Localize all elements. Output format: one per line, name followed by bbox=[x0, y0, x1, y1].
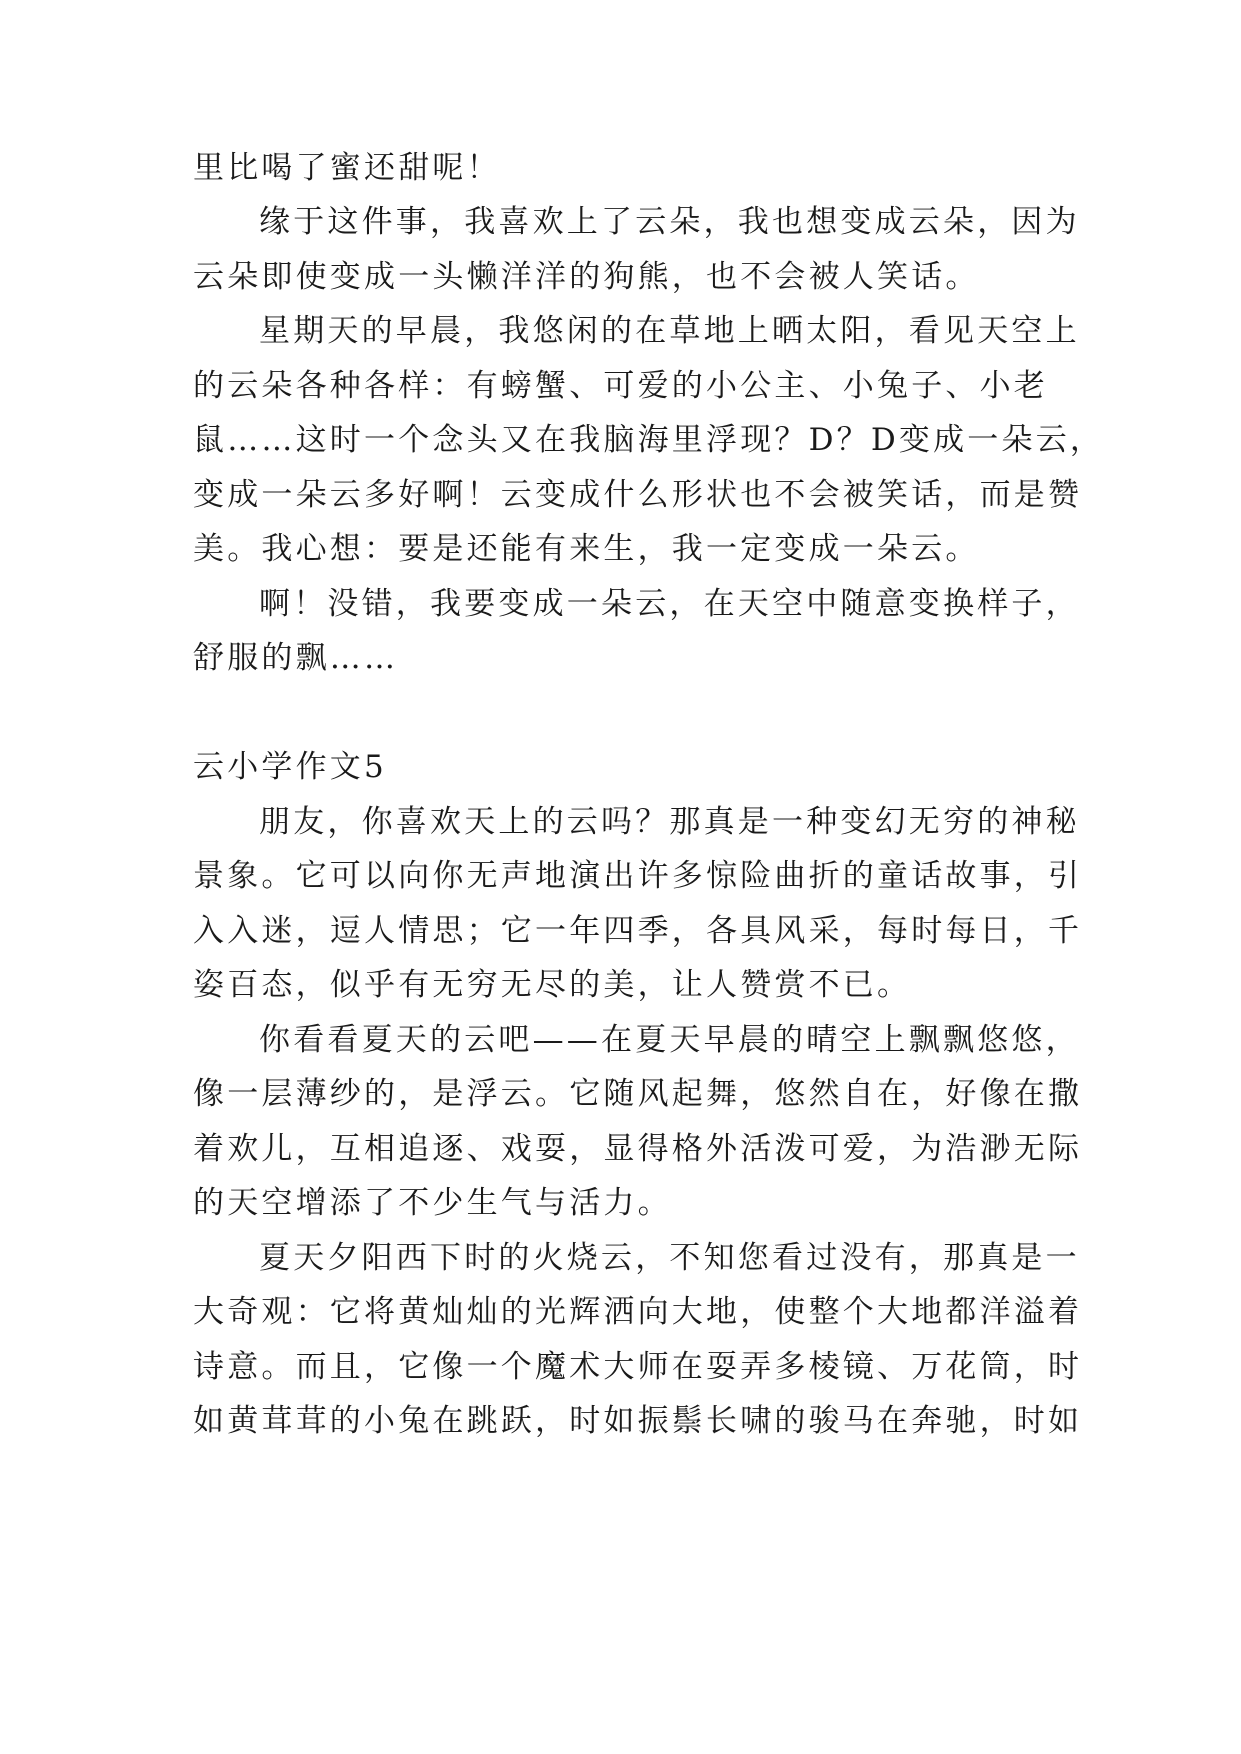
paragraph-first-line: 朋友，你喜欢天上的云吗？那真是一种变幻无穷的神秘 bbox=[259, 804, 1080, 840]
text-line: 入入迷，逗人情思；它一年四季，各具风采，每时每日，千 bbox=[193, 913, 1083, 949]
paragraph-first-line: 缘于这件事，我喜欢上了云朵，我也想变成云朵，因为 bbox=[259, 204, 1080, 240]
paragraph-first-line: 星期天的早晨，我悠闲的在草地上晒太阳，看见天空上 bbox=[259, 313, 1080, 349]
text-line: 美。我心想：要是还能有来生，我一定变成一朵云。 bbox=[193, 531, 980, 567]
text-line: 鼠……这时一个念头又在我脑海里浮现？D？D变成一朵云， bbox=[193, 422, 1105, 458]
paragraph-first-line: 夏天夕阳西下时的火烧云，不知您看过没有，那真是一 bbox=[259, 1240, 1080, 1276]
text-line: 景象。它可以向你无声地演出许多惊险曲折的童话故事，引 bbox=[193, 858, 1083, 894]
text-line: 变成一朵云多好啊！云变成什么形状也不会被笑话，而是赞 bbox=[193, 477, 1083, 513]
section-heading: 云小学作文5 bbox=[193, 749, 387, 785]
text-line: 舒服的飘…… bbox=[193, 640, 399, 676]
text-line: 着欢儿，互相追逐、戏耍，显得格外活泼可爱，为浩渺无际 bbox=[193, 1131, 1083, 1167]
text-line: 的天空增添了不少生气与活力。 bbox=[193, 1185, 672, 1221]
text-line: 里比喝了蜜还甜呢！ bbox=[193, 150, 501, 186]
paragraph-first-line: 你看看夏天的云吧——在夏天早晨的晴空上飘飘悠悠， bbox=[259, 1022, 1080, 1058]
text-line: 姿百态，似乎有无穷无尽的美，让人赞赏不已。 bbox=[193, 967, 912, 1003]
text-line: 诗意。而且，它像一个魔术大师在耍弄多棱镜、万花筒，时 bbox=[193, 1349, 1083, 1385]
paragraph-first-line: 啊！没错，我要变成一朵云，在天空中随意变换样子， bbox=[259, 586, 1080, 622]
text-line: 如黄茸茸的小兔在跳跃，时如振鬃长啸的骏马在奔驰，时如 bbox=[193, 1403, 1083, 1439]
text-line: 云朵即使变成一头懒洋洋的狗熊，也不会被人笑话。 bbox=[193, 259, 980, 295]
text-line: 的云朵各种各样：有螃蟹、可爱的小公主、小兔子、小老 bbox=[193, 368, 1048, 404]
text-line: 大奇观：它将黄灿灿的光辉洒向大地，使整个大地都洋溢着 bbox=[193, 1294, 1083, 1330]
text-line: 像一层薄纱的，是浮云。它随风起舞，悠然自在，好像在撒 bbox=[193, 1076, 1083, 1112]
